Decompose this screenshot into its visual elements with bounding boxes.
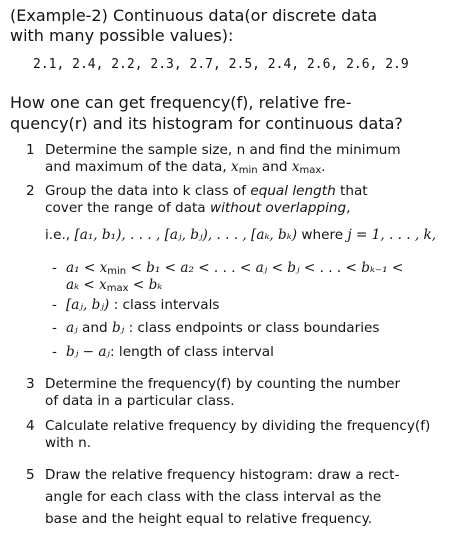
bullet-3-dash: - xyxy=(52,320,57,336)
bullet-1-dash: - xyxy=(52,260,57,276)
step-4-line2: with n. xyxy=(45,435,92,451)
step-2-line1: Group the data into k class of equal length that xyxy=(45,183,368,199)
step-1-line1: Determine the sample size, n and find the minimum xyxy=(45,142,401,158)
bullet-1-line1: a₁ < xmin < b₁ < a₂ < . . . < aⱼ < bⱼ < . . . < bₖ₋₁ < xyxy=(66,260,404,277)
step-4-line1: Calculate relative frequency by dividing the frequency(f) xyxy=(45,418,431,434)
step-5-number: 5 xyxy=(26,467,35,483)
step-3-number: 3 xyxy=(26,376,35,392)
bullet-2-text: [aⱼ, bⱼ) : class intervals xyxy=(66,297,220,313)
step-3-line1: Determine the frequency(f) by counting the number xyxy=(45,376,401,392)
step-5-line1: Draw the relative frequency histogram: draw a rect- xyxy=(45,467,400,483)
step-2-number: 2 xyxy=(26,183,35,199)
bullet-1-line2: aₖ < xmax < bₖ xyxy=(66,277,163,294)
bullet-4-text: bⱼ − aⱼ: length of class interval xyxy=(66,344,274,360)
step-2-line3: i.e., [a₁, b₁), . . . , [aⱼ, bⱼ), . . . , [aₖ, bₖ) where j = 1, . . . , k, xyxy=(45,227,437,243)
step-1-line2: and maximum of the data, xmin and xmax. xyxy=(45,159,326,176)
step-4-number: 4 xyxy=(26,418,35,434)
example-title-line2: with many possible values): xyxy=(10,26,234,45)
step-5-line3: base and the height equal to relative frequency. xyxy=(45,511,373,527)
question-line1: How one can get frequency(f), relative fre- xyxy=(10,93,352,112)
example-title-line1: (Example-2) Continuous data(or discrete data xyxy=(10,6,378,25)
step-5-line2: angle for each class with the class interval as the xyxy=(45,489,382,505)
question-line2: quency(r) and its histogram for continuous data? xyxy=(10,114,403,133)
bullet-3-text: aⱼ and bⱼ : class endpoints or class boundaries xyxy=(66,320,380,336)
step-1-number: 1 xyxy=(26,142,35,158)
step-3-line2: of data in a particular class. xyxy=(45,393,235,409)
bullet-4-dash: - xyxy=(52,344,57,360)
bullet-2-dash: - xyxy=(52,297,57,313)
step-2-line2: cover the range of data without overlapping, xyxy=(45,200,351,216)
data-values: 2.1, 2.4, 2.2, 2.3, 2.7, 2.5, 2.4, 2.6, 2.6, 2.9 xyxy=(33,57,409,72)
